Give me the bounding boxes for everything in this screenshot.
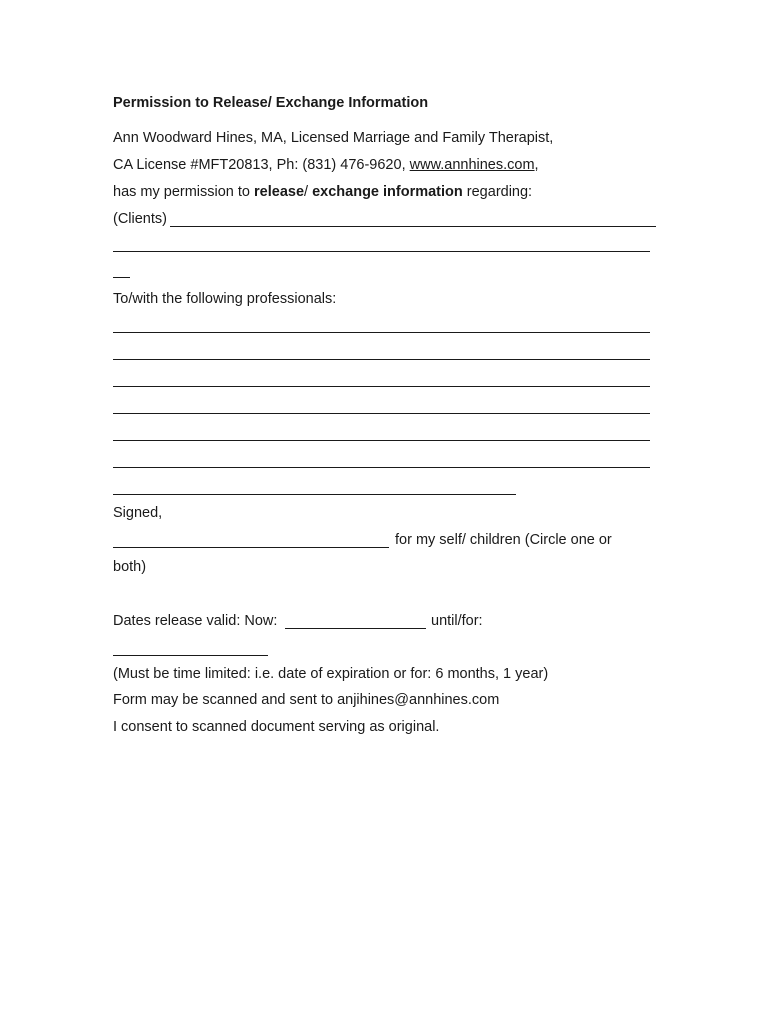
professionals-input-line-7[interactable] [113, 494, 516, 495]
signed-scope-text: for my self/ children (Circle one or [395, 532, 612, 548]
until-label: until/for: [431, 613, 483, 629]
professionals-input-line-6[interactable] [113, 467, 650, 468]
permission-release: release [254, 184, 305, 200]
scan-note: Form may be scanned and sent to anjihines@annhines.com [113, 692, 500, 708]
signature-input-line[interactable] [113, 547, 389, 548]
permission-exchange: exchange information [312, 184, 463, 200]
website-link[interactable]: www.annhines.com [409, 157, 535, 173]
therapist-name-line: Ann Woodward Hines, MA, Licensed Marriage and Family Therapist, [113, 130, 554, 146]
license-line-comma: , [534, 157, 539, 173]
end-date-input-line[interactable] [113, 655, 268, 656]
professionals-input-line-4[interactable] [113, 413, 650, 414]
start-date-input-line[interactable] [285, 628, 426, 629]
permission-separator: / [304, 184, 313, 200]
clients-label: (Clients) [113, 211, 167, 227]
clients-input-line-3[interactable] [113, 277, 130, 278]
license-contact-line [113, 156, 539, 174]
permission-statement [113, 183, 532, 201]
dates-valid-label: Dates release valid: Now: [113, 613, 278, 629]
signed-scope-continuation: both) [113, 559, 147, 575]
professionals-input-line-3[interactable] [113, 386, 650, 387]
permission-suffix: regarding: [462, 184, 533, 200]
time-limit-note: (Must be time limited: i.e. date of expiration or for: 6 months, 1 year) [113, 666, 549, 682]
clients-input-line-1[interactable] [170, 226, 656, 227]
license-phone-text: CA License #MFT20813, Ph: (831) 476-9620, [113, 157, 410, 173]
professionals-input-line-5[interactable] [113, 440, 650, 441]
form-title: Permission to Release/ Exchange Information [113, 95, 429, 111]
permission-prefix: has my permission to [113, 184, 255, 200]
professionals-input-line-1[interactable] [113, 332, 650, 333]
clients-input-line-2[interactable] [113, 251, 650, 252]
professionals-input-line-2[interactable] [113, 359, 650, 360]
consent-note: I consent to scanned document serving as original. [113, 719, 440, 735]
signed-label: Signed, [113, 505, 163, 521]
professionals-label: To/with the following professionals: [113, 291, 337, 307]
